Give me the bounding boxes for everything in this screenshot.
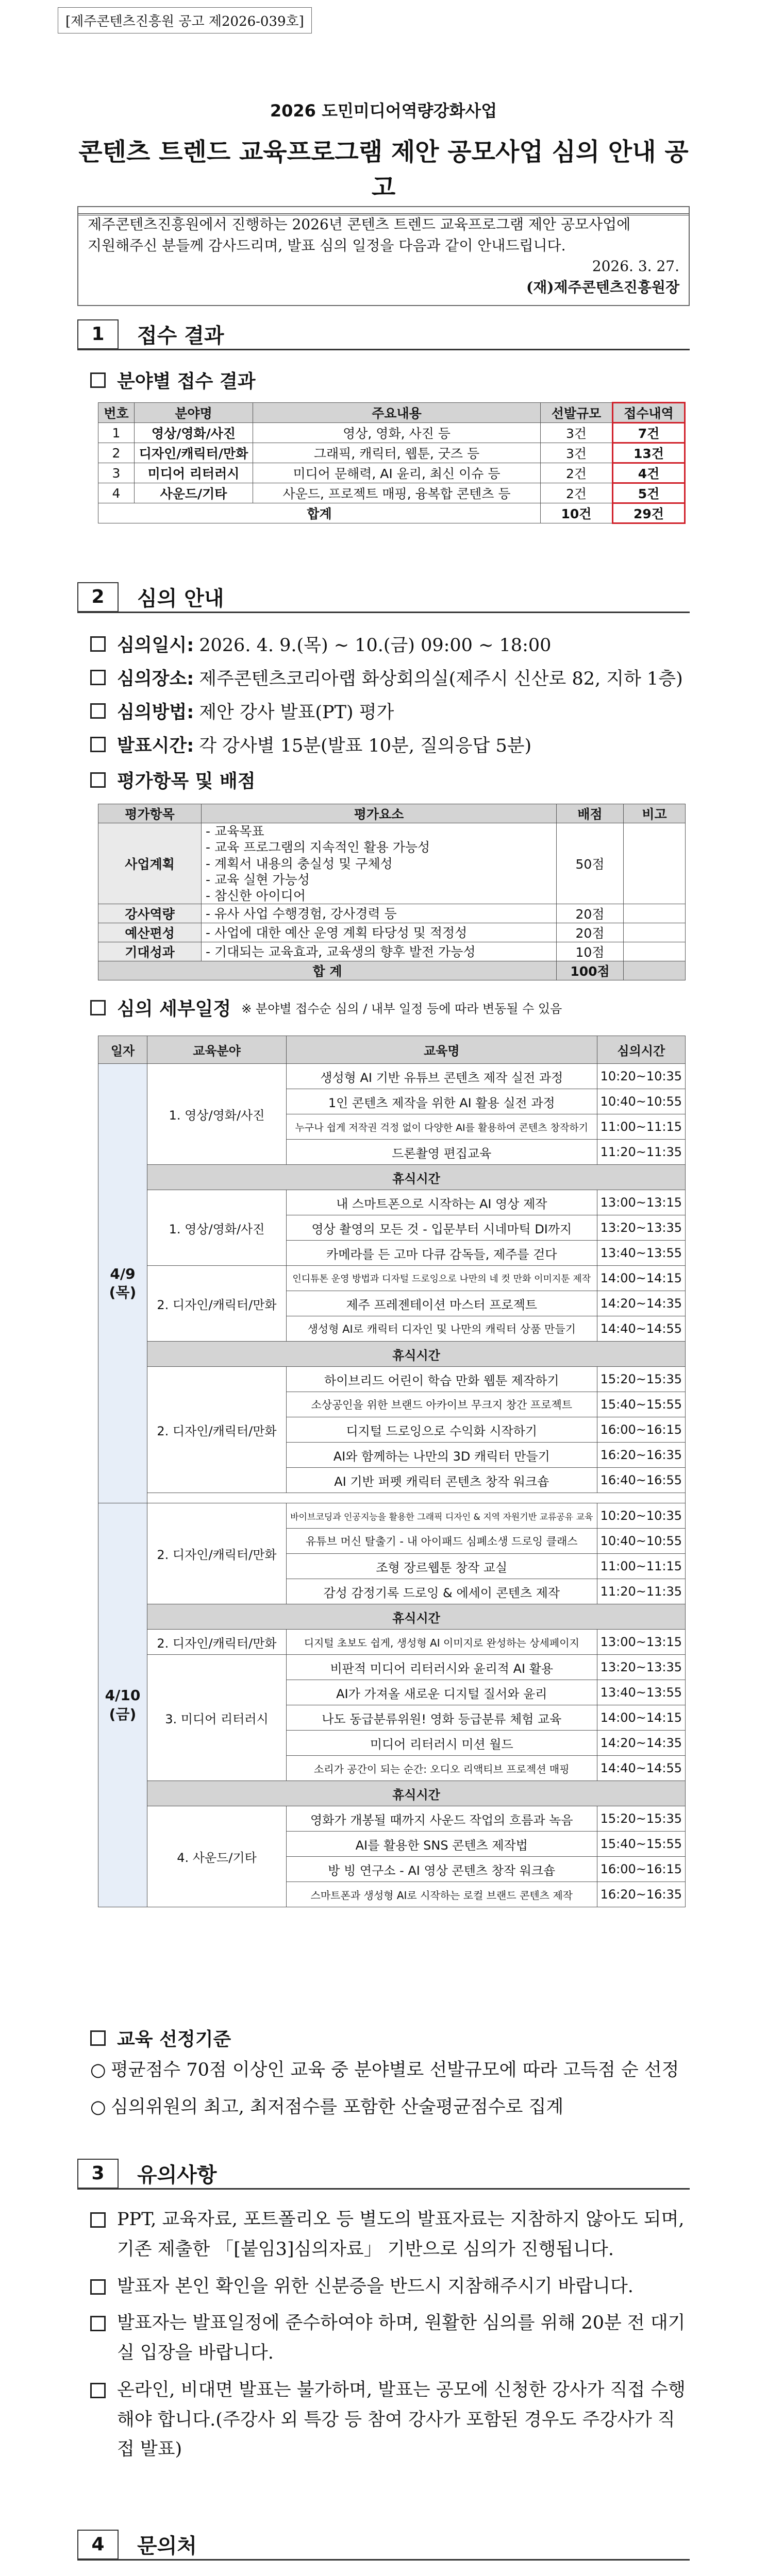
checkbox-icon xyxy=(90,703,106,719)
session-time: 14:40~14:55 xyxy=(597,1316,685,1342)
table-cell: 3건 xyxy=(541,423,613,443)
checkbox-icon xyxy=(90,2316,106,2331)
eval-item: 강사역량 xyxy=(98,904,202,923)
table-cell: 4 xyxy=(98,483,135,503)
table-header: 교육명 xyxy=(287,1036,597,1064)
session-title: 생성형 AI 기반 유튜브 콘텐츠 제작 실전 과정 xyxy=(287,1064,597,1089)
section-3-header xyxy=(77,2159,690,2190)
session-title: 디지털 초보도 쉽게, 생성형 AI 이미지로 완성하는 상세페이지 xyxy=(287,1630,597,1655)
list-item xyxy=(90,2205,690,2265)
section-1-number: 1 xyxy=(77,319,119,349)
eval-element: - 유사 사업 수행경험, 강사경력 등 xyxy=(202,904,557,923)
page-title: 콘텐츠 트렌드 교육프로그램 제안 공모사업 심의 안내 공고 xyxy=(77,132,690,215)
notice-number: [제주콘텐츠진흥원 공고 제2026-039호] xyxy=(58,7,312,33)
table-header: 배점 xyxy=(557,804,624,823)
table-header: 분야명 xyxy=(135,403,253,423)
table-cell: 29건 xyxy=(613,503,685,523)
schedule-field: 4. 사운드/기타 xyxy=(147,1806,287,1907)
title-area xyxy=(77,98,690,215)
list-item xyxy=(90,2376,690,2465)
table-header: 비고 xyxy=(624,804,686,823)
session-time: 15:40~15:55 xyxy=(597,1392,685,1417)
list-item-text: 평균점수 70점 이상인 교육 중 분야별로 선발규모에 따라 고득점 순 선정 xyxy=(111,2060,679,2080)
break-label: 휴식시간 xyxy=(147,1165,686,1190)
table-cell: 합계 xyxy=(98,503,541,523)
session-time: 11:20~11:35 xyxy=(597,1140,685,1165)
break-row xyxy=(98,1781,686,1806)
session-time: 14:20~14:35 xyxy=(597,1291,685,1316)
table-cell: 7건 xyxy=(613,423,685,443)
eval-total-score: 100점 xyxy=(557,961,624,980)
session-title: 하이브리드 어린이 학습 만화 웹툰 제작하기 xyxy=(287,1367,597,1392)
table-row xyxy=(98,823,686,904)
eval-total-label: 합 계 xyxy=(98,961,557,980)
section-1-subtitle: 분야별 접수 결과 xyxy=(90,367,256,393)
session-title: 비판적 미디어 리터러시와 윤리적 AI 활용 xyxy=(287,1655,597,1680)
session-time: 16:40~16:55 xyxy=(597,1468,685,1493)
session-time: 13:00~13:15 xyxy=(597,1630,685,1655)
session-title: 생성형 AI로 캐릭터 디자인 및 나만의 캐릭터 상품 만들기 xyxy=(287,1316,597,1342)
session-title: 미디어 리터러시 미션 월드 xyxy=(287,1731,597,1756)
caution-list xyxy=(90,2205,690,2472)
presentation-time-label: 발표시간: xyxy=(117,736,194,756)
session-time: 16:20~16:35 xyxy=(597,1443,685,1468)
table-cell: 영상/영화/사진 xyxy=(135,423,253,443)
checkbox-icon xyxy=(90,772,106,788)
eval-note xyxy=(624,942,686,961)
list-item xyxy=(90,2056,690,2086)
break-row xyxy=(98,1342,686,1367)
table-header: 일자 xyxy=(98,1036,147,1064)
table-total-row xyxy=(98,961,686,980)
schedule-field: 1. 영상/영화/사진 xyxy=(147,1064,287,1165)
session-time: 14:00~14:15 xyxy=(597,1266,685,1291)
break-label: 휴식시간 xyxy=(147,1342,686,1367)
intro-org: (재)제주콘텐츠진흥원장 xyxy=(526,278,679,296)
checkbox-icon xyxy=(90,1000,106,1015)
table-row xyxy=(98,1655,686,1680)
table-row xyxy=(98,923,686,942)
table-row xyxy=(98,904,686,923)
checkbox-icon xyxy=(90,670,106,685)
table-header: 평가요소 xyxy=(202,804,557,823)
review-method-value: 제안 강사 발표(PT) 평가 xyxy=(199,702,394,723)
table-cell: 13건 xyxy=(613,443,685,463)
session-time: 13:40~13:55 xyxy=(597,1680,685,1705)
eval-table xyxy=(98,804,686,980)
session-title: 방 빙 연구소 - AI 영상 콘텐츠 창작 워크숍 xyxy=(287,1857,597,1882)
schedule-field: 3. 미디어 리터러시 xyxy=(147,1655,287,1781)
review-date-label: 심의일시: xyxy=(117,635,194,656)
list-item-text: PPT, 교육자료, 포트폴리오 등 별도의 발표자료는 지참하지 않아도 되며, 기존 제출한 「[붙임3]심의자료」 기반으로 심의가 진행됩니다. xyxy=(117,2209,685,2260)
schedule-field: 2. 디자인/캐릭터/만화 xyxy=(147,1503,287,1604)
table-header-row xyxy=(98,403,685,423)
eval-item: 사업계획 xyxy=(98,823,202,904)
eval-note xyxy=(624,904,686,923)
break-row xyxy=(98,1165,686,1190)
break-row xyxy=(98,1604,686,1630)
session-time: 13:40~13:55 xyxy=(597,1241,685,1266)
eval-score: 10점 xyxy=(557,942,624,961)
session-title: 인디튜톤 운영 방법과 디자털 드로잉으로 나만의 네 컷 만화 이미지툰 제작 xyxy=(287,1266,597,1291)
session-title: 바이브코딩과 인공지능을 활용한 그래픽 디자인 & 지역 자원기반 교류공유 교육 xyxy=(287,1503,597,1529)
table-cell: 2건 xyxy=(541,463,613,483)
table-cell: 2건 xyxy=(541,483,613,503)
presentation-time-value: 각 강사별 15분(발표 10분, 질의응답 5분) xyxy=(199,736,532,756)
break-label: 휴식시간 xyxy=(147,1604,686,1630)
table-row xyxy=(98,443,685,463)
eval-note xyxy=(624,923,686,942)
checkbox-icon xyxy=(90,2030,106,2046)
review-place-label: 심의장소: xyxy=(117,669,194,689)
checkbox-icon xyxy=(90,2383,106,2398)
session-title: 카메라를 든 고마 다큐 감독들, 제주를 걷다 xyxy=(287,1241,597,1266)
list-item xyxy=(90,2309,690,2368)
eval-element: - 교육 프로그램의 지속적인 활용 가능성 xyxy=(206,840,430,855)
table-total-row xyxy=(98,503,685,523)
section-2-number: 2 xyxy=(77,582,119,612)
checkbox-icon xyxy=(90,737,106,752)
eval-element: - 참신한 아이디어 xyxy=(206,888,306,903)
session-title: 제주 프레젠테이션 마스터 프로젝트 xyxy=(287,1291,597,1316)
schedule-table xyxy=(98,1036,686,1907)
intro-text-2: 지원해주신 분들께 감사드리며, 발표 심의 일정을 다음과 같이 안내드립니다. xyxy=(88,236,566,254)
session-title: 디지털 드로잉으로 수익화 시작하기 xyxy=(287,1417,597,1443)
intro-box xyxy=(77,206,690,306)
list-item-text: 발표자 본인 확인을 위한 신분증을 반드시 지참해주시기 바랍니다. xyxy=(117,2276,633,2297)
table-row xyxy=(98,463,685,483)
session-title: AI와 함께하는 나만의 3D 캐릭터 만들기 xyxy=(287,1443,597,1468)
table-header: 교육분야 xyxy=(147,1036,287,1064)
session-time: 16:00~16:15 xyxy=(597,1857,685,1882)
session-title: AI가 가져올 새로운 디지털 질서와 윤리 xyxy=(287,1680,597,1705)
table-cell: 사운드/기타 xyxy=(135,483,253,503)
page-subtitle: 2026 도민미디어역량강화사업 xyxy=(270,101,497,121)
review-date-line xyxy=(90,631,690,657)
session-title: 소리가 공간이 되는 순간: 오디오 리액티브 프로젝션 매핑 xyxy=(287,1756,597,1781)
table-row xyxy=(98,1190,686,1215)
session-title: 드론촬영 편집교육 xyxy=(287,1140,597,1165)
section-4-title: 문의처 xyxy=(137,2534,197,2558)
break-label: 휴식시간 xyxy=(147,1781,686,1806)
session-time: 11:00~11:15 xyxy=(597,1554,685,1579)
day-spacer xyxy=(98,1493,686,1503)
eval-note xyxy=(624,823,686,904)
list-item-text: 심의위원의 최고, 최저점수를 포함한 산술평균점수로 집계 xyxy=(111,2096,564,2117)
table-cell: 10건 xyxy=(541,503,613,523)
review-method-label: 심의방법: xyxy=(117,702,194,723)
review-place-value: 제주콘텐츠코리아랩 화상회의실(제주시 신산로 82, 지하 1층) xyxy=(199,669,683,689)
table-row xyxy=(98,1503,686,1529)
table-cell: 미디어 리터러시 xyxy=(135,463,253,483)
intro-text-1: 제주콘텐츠진흥원에서 진행하는 2026년 콘텐츠 트렌드 교육프로그램 제안 공모사업에 xyxy=(88,216,631,233)
session-time: 14:00~14:15 xyxy=(597,1705,685,1731)
session-time: 15:20~15:35 xyxy=(597,1367,685,1392)
eval-element: - 교육 실현 가능성 xyxy=(206,872,310,887)
session-title: 누구나 쉽게 저작권 걱정 없이 다양한 AI를 활용하여 콘텐츠 창작하기 xyxy=(287,1114,597,1140)
eval-element: - 교육목표 xyxy=(206,824,264,839)
eval-element: - 사업에 대한 예산 운영 계획 타당성 및 적정성 xyxy=(202,923,557,942)
session-title: 조형 장르웹툰 창작 교실 xyxy=(287,1554,597,1579)
section-1-title: 접수 결과 xyxy=(137,324,224,348)
list-item xyxy=(90,2272,690,2302)
eval-score: 20점 xyxy=(557,923,624,942)
section-3-number: 3 xyxy=(77,2159,119,2189)
checkbox-icon xyxy=(90,636,106,652)
session-title: 유튜브 머신 탈출기 - 내 아이패드 심폐소생 드로잉 클래스 xyxy=(287,1529,597,1554)
schedule-field: 2. 디자인/캐릭터/만화 xyxy=(147,1367,287,1493)
session-time: 11:00~11:15 xyxy=(597,1114,685,1140)
table-header: 선발규모 xyxy=(541,403,613,423)
session-time: 13:20~13:35 xyxy=(597,1215,685,1241)
session-time: 15:20~15:35 xyxy=(597,1806,685,1832)
checkbox-icon xyxy=(90,2212,106,2228)
table-cell: 3건 xyxy=(541,443,613,463)
table-row xyxy=(98,423,685,443)
selection-list xyxy=(90,2056,690,2130)
schedule-day: 4/10 (금) xyxy=(98,1503,147,1907)
table-row xyxy=(98,483,685,503)
table-cell: 영상, 영화, 사진 등 xyxy=(253,423,541,443)
table-row xyxy=(98,1266,686,1291)
review-method-line xyxy=(90,698,690,724)
eval-subtitle: 평가항목 및 배점 xyxy=(90,767,256,793)
review-date-value: 2026. 4. 9.(목) ~ 10.(금) 09:00 ~ 18:00 xyxy=(199,635,552,656)
schedule-field: 1. 영상/영화/사진 xyxy=(147,1190,287,1266)
session-title: 감성 감정기록 드로잉 & 에세이 콘텐츠 제작 xyxy=(287,1579,597,1604)
table-row xyxy=(98,1806,686,1832)
table-header-row xyxy=(98,804,686,823)
session-title: 영상 촬영의 모든 것 - 입문부터 시네마틱 DI까지 xyxy=(287,1215,597,1241)
section-2-header xyxy=(77,582,690,613)
session-time: 11:20~11:35 xyxy=(597,1579,685,1604)
presentation-time-line xyxy=(90,732,690,757)
session-title: AI를 활용한 SNS 콘텐츠 제작법 xyxy=(287,1832,597,1857)
schedule-field: 2. 디자인/캐릭터/만화 xyxy=(147,1266,287,1342)
session-title: 스마트폰과 생성형 AI로 시작하는 로컬 브랜드 콘텐츠 제작 xyxy=(287,1882,597,1907)
session-title: 영화가 개봉될 때까지 사운드 작업의 흐름과 녹음 xyxy=(287,1806,597,1832)
session-title: AI 기반 퍼펫 캐릭터 콘텐츠 창작 워크숍 xyxy=(287,1468,597,1493)
table-cell: 사운드, 프로젝트 매핑, 융복합 콘텐츠 등 xyxy=(253,483,541,503)
session-time: 10:20~10:35 xyxy=(597,1503,685,1529)
table-row xyxy=(98,942,686,961)
selection-subtitle: 교육 선정기준 xyxy=(90,2025,231,2051)
table-cell: 5건 xyxy=(613,483,685,503)
list-item-text: 온라인, 비대면 발표는 불가하며, 발표는 공모에 신청한 강사가 직접 수행해야 합니다.(주강사 외 특강 등 참여 강사가 포함된 경우도 주강사가 직접 발표) xyxy=(117,2379,686,2460)
checkbox-icon xyxy=(90,2279,106,2295)
schedule-subtitle: 심의 세부일정 ※ 분야별 접수순 심의 / 내부 일정 등에 따라 변동될 수 있음 xyxy=(90,994,562,1021)
circle-bullet-icon: ○ xyxy=(90,2096,106,2117)
intro-date: 2026. 3. 27. xyxy=(592,258,679,275)
session-title: 내 스마트폰으로 시작하는 AI 영상 제작 xyxy=(287,1190,597,1215)
list-item xyxy=(90,2093,690,2123)
table-header: 접수내역 xyxy=(613,403,685,423)
section-2-title: 심의 안내 xyxy=(137,587,224,611)
session-time: 16:20~16:35 xyxy=(597,1882,685,1907)
eval-note xyxy=(624,961,686,980)
eval-elements xyxy=(202,823,557,904)
review-place-line xyxy=(90,665,690,690)
schedule-day: 4/9 (목) xyxy=(98,1064,147,1503)
session-time: 13:00~13:15 xyxy=(597,1190,685,1215)
session-time: 13:20~13:35 xyxy=(597,1655,685,1680)
table-header: 주요내용 xyxy=(253,403,541,423)
circle-bullet-icon: ○ xyxy=(90,2060,106,2080)
table-header: 평가항목 xyxy=(98,804,202,823)
section-4-number: 4 xyxy=(77,2530,119,2560)
eval-element: - 계획서 내용의 충실성 및 구체성 xyxy=(206,856,393,871)
table-cell: 3 xyxy=(98,463,135,483)
session-time: 10:20~10:35 xyxy=(597,1064,685,1089)
table-cell: 미디어 문해력, AI 윤리, 최신 이슈 등 xyxy=(253,463,541,483)
schedule-field: 2. 디자인/캐릭터/만화 xyxy=(147,1630,287,1655)
day-spacer-cell xyxy=(147,1493,686,1503)
section-1-header xyxy=(77,319,690,350)
table-cell: 디자인/캐릭터/만화 xyxy=(135,443,253,463)
eval-score: 50점 xyxy=(557,823,624,904)
submission-table xyxy=(98,402,686,524)
table-row xyxy=(98,1630,686,1655)
table-header: 번호 xyxy=(98,403,135,423)
table-header-row xyxy=(98,1036,686,1064)
table-cell: 4건 xyxy=(613,463,685,483)
schedule-note: ※ 분야별 접수순 심의 / 내부 일정 등에 따라 변동될 수 있음 xyxy=(241,1002,562,1016)
session-time: 14:40~14:55 xyxy=(597,1756,685,1781)
table-row xyxy=(98,1064,686,1089)
table-cell: 그래픽, 캐릭터, 웹툰, 굿즈 등 xyxy=(253,443,541,463)
checkbox-icon xyxy=(90,372,106,388)
eval-item: 예산편성 xyxy=(98,923,202,942)
table-cell: 2 xyxy=(98,443,135,463)
eval-score: 20점 xyxy=(557,904,624,923)
session-title: 소상공인을 위한 브랜드 아카이브 무크지 창간 프로젝트 xyxy=(287,1392,597,1417)
table-header: 심의시간 xyxy=(597,1036,685,1064)
list-item-text: 발표자는 발표일정에 준수하여야 하며, 원활한 심의를 위해 20분 전 대기실 입장을 바랍니다. xyxy=(117,2313,686,2363)
session-time: 16:00~16:15 xyxy=(597,1417,685,1443)
session-title: 나도 동급분류위원! 영화 등급분류 체험 교육 xyxy=(287,1705,597,1731)
session-time: 15:40~15:55 xyxy=(597,1832,685,1857)
section-3-title: 유의사항 xyxy=(137,2163,217,2187)
session-time: 10:40~10:55 xyxy=(597,1529,685,1554)
session-time: 14:20~14:35 xyxy=(597,1731,685,1756)
eval-element: - 기대되는 교육효과, 교육생의 향후 발전 가능성 xyxy=(202,942,557,961)
section-4-header xyxy=(77,2530,690,2561)
table-row xyxy=(98,1367,686,1392)
eval-item: 기대성과 xyxy=(98,942,202,961)
table-cell: 1 xyxy=(98,423,135,443)
session-title: 1인 콘텐츠 제작을 위한 AI 활용 실전 과정 xyxy=(287,1089,597,1114)
session-time: 10:40~10:55 xyxy=(597,1089,685,1114)
